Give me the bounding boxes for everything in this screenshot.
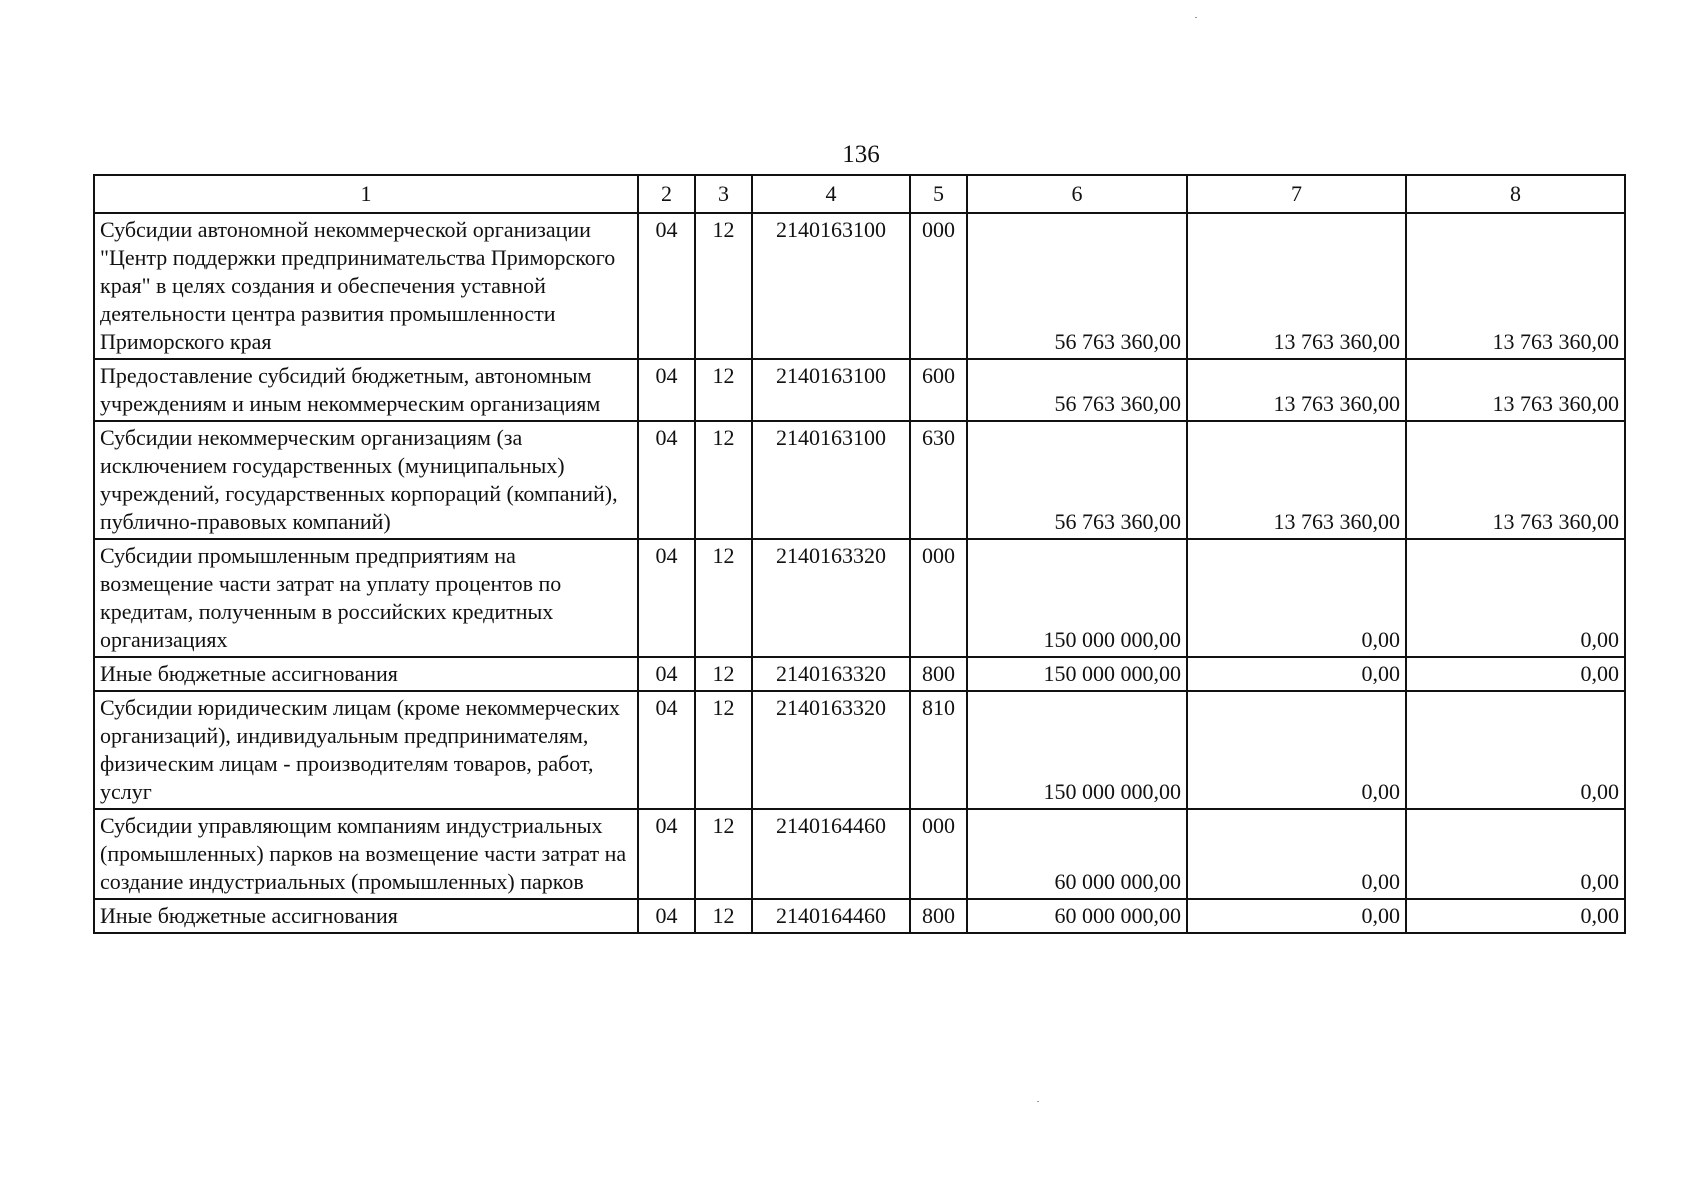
amount-col-6: 60 000 000,00 [967, 809, 1187, 899]
subsection-code: 12 [695, 691, 752, 809]
page-number: 136 [842, 141, 880, 168]
column-header: 3 [695, 175, 752, 213]
target-article-code: 2140163320 [752, 691, 910, 809]
column-header: 6 [967, 175, 1187, 213]
row-name: Субсидии автономной некоммерческой организации "Центр поддержки предпринимательства Приморского края" в целях создания и обеспечения уставной деятельности центра развития промышленности Приморского края [94, 213, 638, 359]
expense-type-code: 800 [910, 899, 967, 933]
expense-type-code: 800 [910, 657, 967, 691]
amount-col-8: 13 763 360,00 [1406, 359, 1625, 421]
row-name: Субсидии промышленным предприятиям на возмещение части затрат на уплату процентов по кредитам, полученным в российских кредитных организациях [94, 539, 638, 657]
budget-table [93, 174, 1626, 934]
amount-col-7: 0,00 [1187, 899, 1406, 933]
row-name: Иные бюджетные ассигнования [94, 899, 638, 933]
subsection-code: 12 [695, 809, 752, 899]
section-code: 04 [638, 539, 695, 657]
table-header-row [94, 175, 1625, 213]
subsection-code: 12 [695, 657, 752, 691]
subsection-code: 12 [695, 213, 752, 359]
table-row [94, 539, 1625, 657]
subsection-code: 12 [695, 539, 752, 657]
target-article-code: 2140163100 [752, 421, 910, 539]
target-article-code: 2140164460 [752, 809, 910, 899]
amount-col-7: 0,00 [1187, 657, 1406, 691]
expense-type-code: 600 [910, 359, 967, 421]
expense-type-code: 000 [910, 213, 967, 359]
amount-col-7: 0,00 [1187, 809, 1406, 899]
amount-col-7: 13 763 360,00 [1187, 359, 1406, 421]
section-code: 04 [638, 421, 695, 539]
table-row [94, 421, 1625, 539]
amount-col-6: 60 000 000,00 [967, 899, 1187, 933]
expense-type-code: 000 [910, 539, 967, 657]
amount-col-7: 13 763 360,00 [1187, 213, 1406, 359]
row-name: Субсидии юридическим лицам (кроме некоммерческих организаций), индивидуальным предпринимателям, физическим лицам - производителям товаров, работ, услуг [94, 691, 638, 809]
row-name: Иные бюджетные ассигнования [94, 657, 638, 691]
table-row [94, 899, 1625, 933]
expense-type-code: 810 [910, 691, 967, 809]
amount-col-7: 0,00 [1187, 691, 1406, 809]
column-header: 4 [752, 175, 910, 213]
subsection-code: 12 [695, 359, 752, 421]
target-article-code: 2140164460 [752, 899, 910, 933]
table-row [94, 213, 1625, 359]
amount-col-8: 13 763 360,00 [1406, 421, 1625, 539]
table-row [94, 359, 1625, 421]
subsection-code: 12 [695, 899, 752, 933]
target-article-code: 2140163320 [752, 539, 910, 657]
amount-col-6: 150 000 000,00 [967, 691, 1187, 809]
expense-type-code: 630 [910, 421, 967, 539]
row-name: Предоставление субсидий бюджетным, автономным учреждениям и иным некоммерческим организациям [94, 359, 638, 421]
section-code: 04 [638, 809, 695, 899]
amount-col-6: 56 763 360,00 [967, 213, 1187, 359]
amount-col-6: 56 763 360,00 [967, 421, 1187, 539]
amount-col-8: 0,00 [1406, 691, 1625, 809]
table-row [94, 691, 1625, 809]
table-row [94, 809, 1625, 899]
subsection-code: 12 [695, 421, 752, 539]
amount-col-8: 13 763 360,00 [1406, 213, 1625, 359]
column-header: 7 [1187, 175, 1406, 213]
row-name: Субсидии управляющим компаниям индустриальных (промышленных) парков на возмещение части затрат на создание индустриальных (промышленных) парков [94, 809, 638, 899]
section-code: 04 [638, 691, 695, 809]
column-header: 2 [638, 175, 695, 213]
section-code: 04 [638, 213, 695, 359]
amount-col-6: 56 763 360,00 [967, 359, 1187, 421]
row-name: Субсидии некоммерческим организациям (за исключением государственных (муниципальных) учреждений, государственных корпораций (компаний), публично-правовых компаний) [94, 421, 638, 539]
amount-col-6: 150 000 000,00 [967, 657, 1187, 691]
expense-type-code: 000 [910, 809, 967, 899]
column-header: 5 [910, 175, 967, 213]
amount-col-8: 0,00 [1406, 539, 1625, 657]
amount-col-6: 150 000 000,00 [967, 539, 1187, 657]
section-code: 04 [638, 657, 695, 691]
target-article-code: 2140163100 [752, 213, 910, 359]
target-article-code: 2140163320 [752, 657, 910, 691]
amount-col-8: 0,00 [1406, 657, 1625, 691]
table-row [94, 657, 1625, 691]
amount-col-8: 0,00 [1406, 899, 1625, 933]
scan-speck [1037, 1101, 1039, 1102]
column-header: 8 [1406, 175, 1625, 213]
section-code: 04 [638, 359, 695, 421]
amount-col-8: 0,00 [1406, 809, 1625, 899]
target-article-code: 2140163100 [752, 359, 910, 421]
amount-col-7: 13 763 360,00 [1187, 421, 1406, 539]
section-code: 04 [638, 899, 695, 933]
amount-col-7: 0,00 [1187, 539, 1406, 657]
scan-speck [1195, 17, 1197, 18]
column-header: 1 [94, 175, 638, 213]
